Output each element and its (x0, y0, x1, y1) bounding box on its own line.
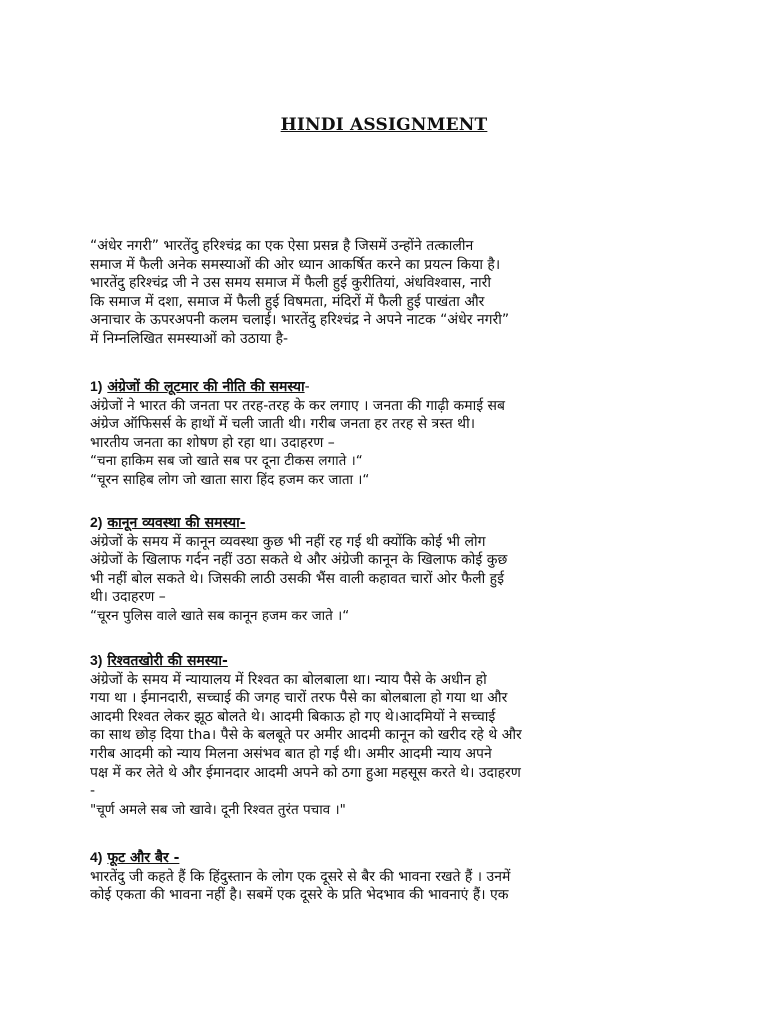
section-line: का साथ छोड़ दिया tha। पैसे के बलबूते पर अमीर आदमी कानून को खरीद रहे थे और (90, 727, 522, 744)
section-1 (90, 377, 680, 490)
intro-line: भारतेंदु हरिश्चंद्र जी ने उस समय समाज में फैली हुई कुरीतियां, अंधविश्वास, नारी (90, 275, 492, 292)
section-heading (90, 848, 680, 868)
section-line: अंग्रेज ऑफिसर्स के हाथों में चली जाती थी। गरीब जनता हर तरह से त्रस्त थी। (90, 416, 476, 433)
section-heading-text: अंग्रेजों की लूटमार की नीति की समस्या (107, 379, 305, 395)
section-line: अंग्रेजों ने भारत की जनता पर तरह-तरह के कर लगाए । जनता की गाढ़ी कमाई सब (90, 397, 505, 414)
section-line: भारतेंदु जी कहते हैं कि हिंदुस्तान के लोग एक दूसरे से बैर की भावना रखते हैं । उनमें (90, 868, 511, 885)
section-number: 2) (90, 514, 103, 530)
intro-line: अनाचार के ऊपरअपनी कलम चलाई। भारतेंदु हरिश्चंद्र ने अपने नाटक “अंधेर नगरी” (90, 312, 510, 329)
section-number: 1) (90, 378, 103, 394)
quote-line: “चूरन साहिब लोग जो खाता सारा हिंद हजम कर जाता ।“ (90, 471, 370, 488)
section-line: पक्ष में कर लेते थे और ईमानदार आदमी अपने को ठगा हुआ महसूस करते थे। उदाहरण (90, 764, 521, 781)
section-line: आदमी रिश्वत लेकर झूठ बोलते थे। आदमी बिकाऊ हो गए थे।आदमियों ने सच्चाई (90, 708, 496, 725)
section-2 (90, 513, 680, 626)
intro-line: में निम्नलिखित समस्याओं को उठाया है- (90, 330, 289, 347)
document-title: HINDI ASSIGNMENT (280, 115, 488, 135)
section-line: अंग्रेजों के समय में कानून व्यवस्था कुछ भी नहीं रह गई थी क्योंकि कोई भी लोग (90, 533, 486, 550)
section-heading (90, 377, 680, 397)
section-line: गया था । ईमानदारी, सच्चाई की जगह चारों तरफ पैसे का बोलबाला हो गया था और (90, 690, 508, 707)
intro-line: समाज में फैली अनेक समस्याओं की ओर ध्यान आकर्षित करने का प्रयत्न किया है। (90, 256, 501, 273)
intro-line: कि समाज में दशा, समाज में फैली हुई विषमता, मंदिरों में फैली हुई पाखंता और (90, 293, 485, 310)
section-heading (90, 513, 680, 533)
section-heading (90, 651, 680, 671)
intro-line: “अंधेर नगरी” भारतेंदु हरिश्चंद्र का एक ऐसा प्रसन्न है जिसमें उन्होंने तत्कालीन (90, 238, 474, 254)
section-line: भी नहीं बोल सकते थे। जिसकी लाठी उसकी भैंस वाली कहावत चारों ओर फैली हुई (90, 570, 504, 587)
quote-line: “चना हाकिम सब जो खाते सब पर दूना टीकस लगाते ।“ (90, 453, 363, 470)
section-line: भारतीय जनता का शोषण हो रहा था। उदाहरण – (90, 434, 335, 451)
section-heading-text: फूट और बैर - (107, 850, 180, 866)
intro-paragraph (90, 237, 680, 349)
section-heading-suffix: - (304, 379, 310, 395)
section-3 (90, 651, 680, 819)
section-line: - (90, 783, 96, 800)
section-line: गरीब आदमी को न्याय मिलना असंभव बात हो गई थी। अमीर आदमी न्याय अपने (90, 745, 492, 762)
section-number: 3) (90, 652, 103, 668)
section-number: 4) (90, 849, 103, 865)
section-line: कोई एकता की भावना नहीं है। सबमें एक दूसरे के प्रति भेदभाव की भावनाएं हैं। एक (90, 887, 509, 904)
quote-line: “चूरन पुलिस वाले खाते सब कानून हजम कर जाते ।“ (90, 607, 350, 624)
section-line: थी। उदाहरण – (90, 589, 166, 606)
section-heading-text: रिश्वतखोरी की समस्या- (107, 653, 228, 669)
section-line: अंग्रेजों के समय में न्यायालय में रिश्वत का बोलबाला था। न्याय पैसे के अधीन हो (90, 671, 487, 688)
section-heading-text: कानून व्यवस्था की समस्या- (107, 515, 246, 531)
section-4 (90, 848, 680, 905)
section-line: अंग्रेजों के खिलाफ गर्दन नहीं उठा सकते थे और अंग्रेजी कानून के खिलाफ कोई कुछ (90, 552, 508, 569)
quote-line: "चूर्ण अमले सब जो खावे। दूनी रिश्वत तुरंत पचाव ।" (90, 801, 346, 818)
